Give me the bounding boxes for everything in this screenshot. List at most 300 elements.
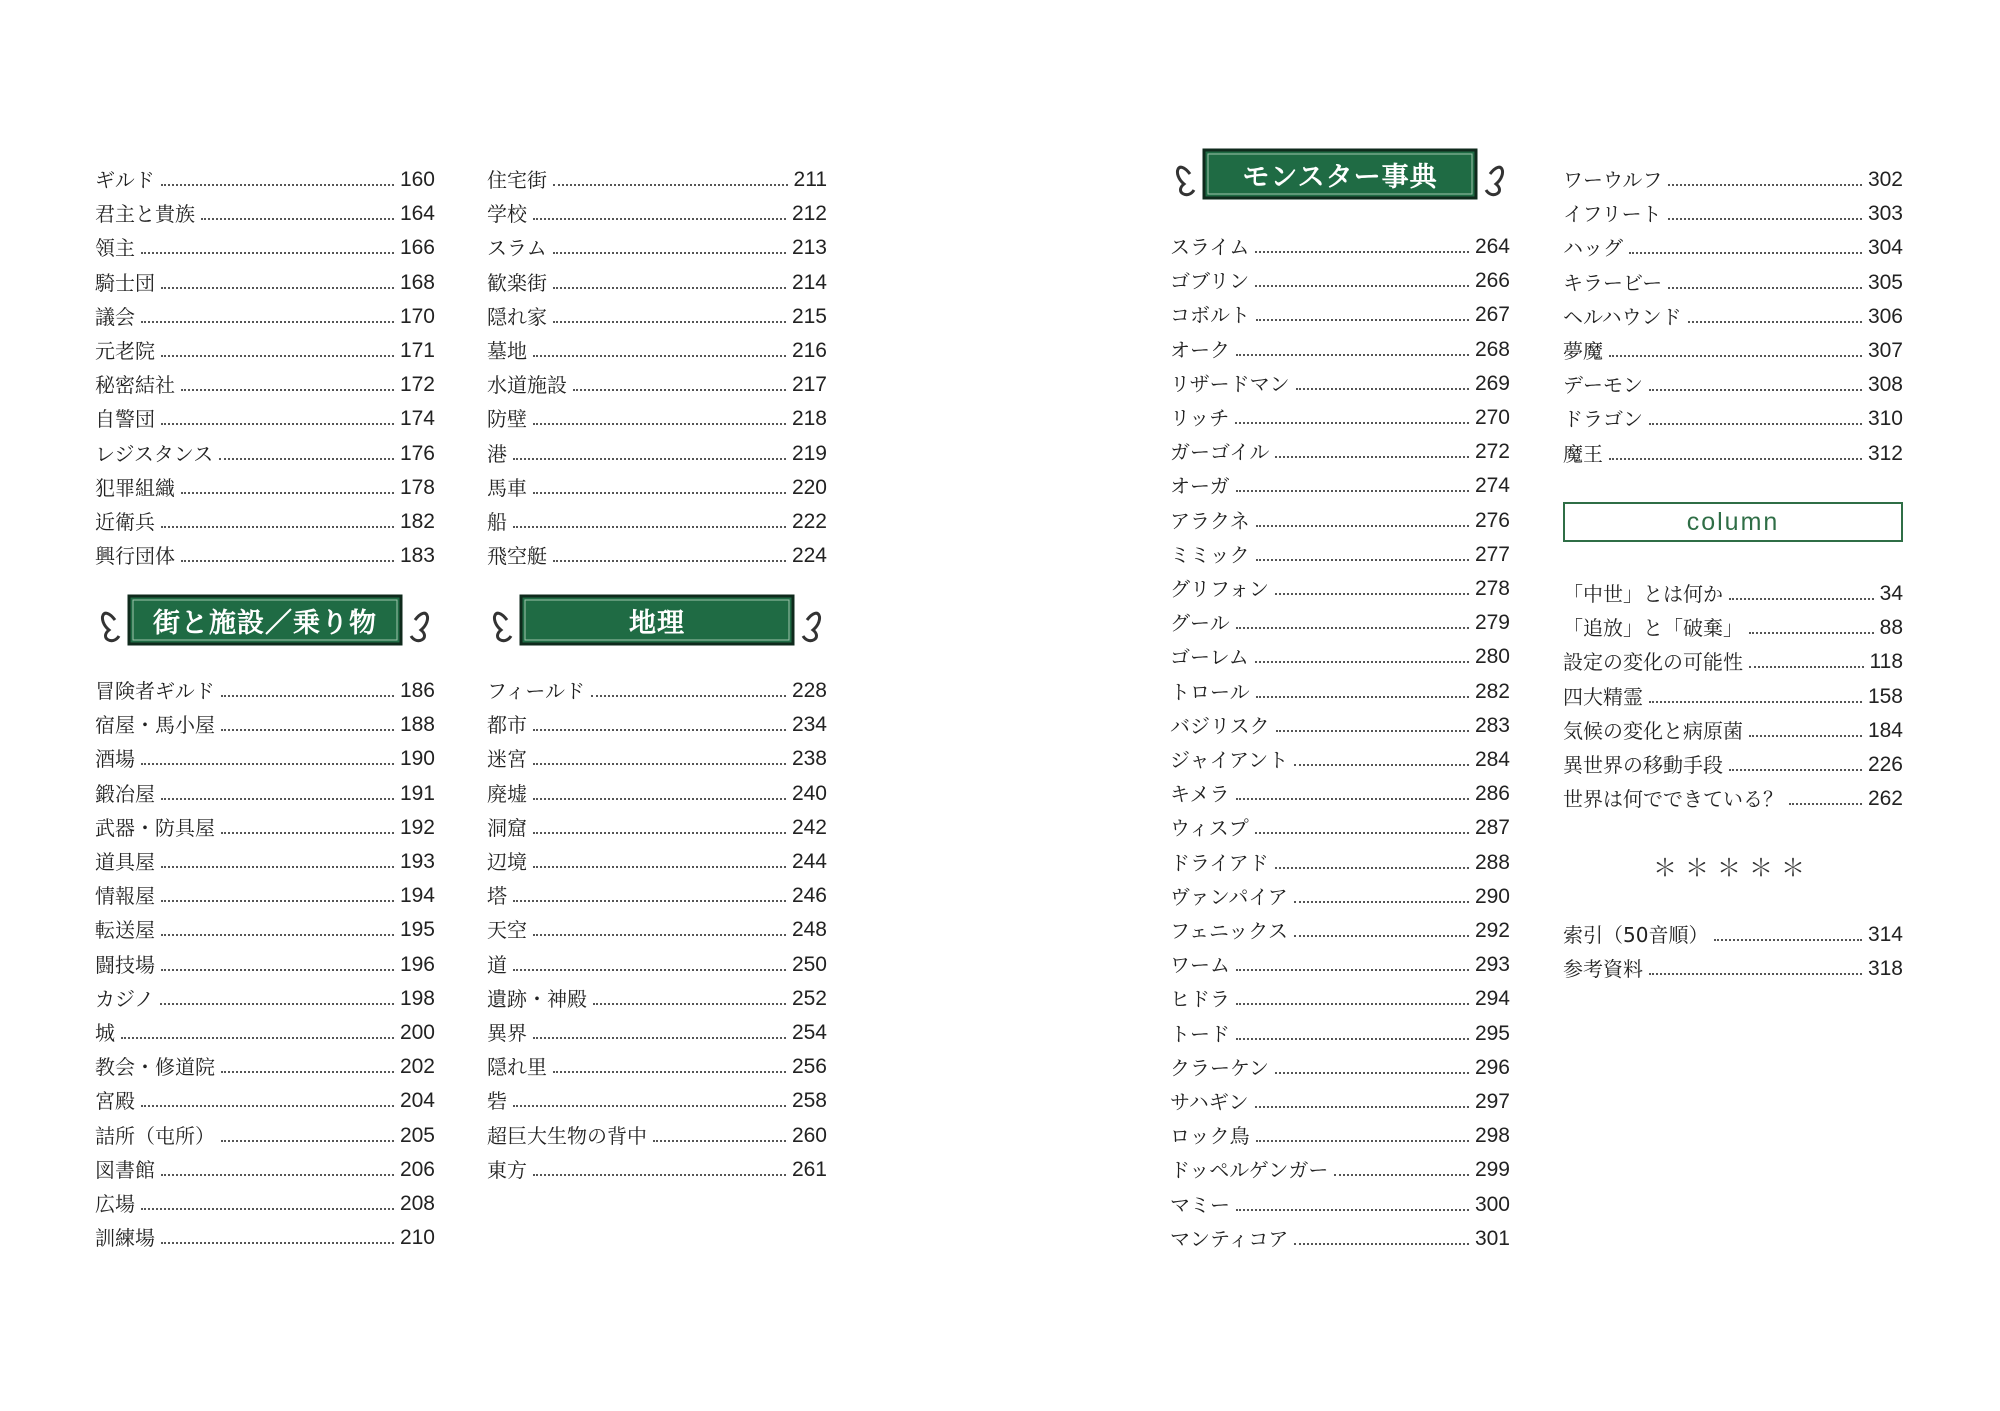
toc-entry[interactable]	[487, 229, 827, 259]
toc-entry[interactable]	[1563, 229, 1903, 259]
page-number: 306	[1867, 304, 1903, 328]
page-number: 279	[1474, 611, 1510, 635]
page-number: 299	[1474, 1158, 1510, 1182]
page-number: 267	[1474, 303, 1510, 327]
toc-entry[interactable]	[95, 264, 435, 294]
entry-title: 自警団	[95, 407, 155, 432]
toc-entry[interactable]	[487, 843, 827, 873]
page-number: 176	[399, 441, 435, 465]
toc-entry[interactable]	[487, 400, 827, 430]
leader-dots	[533, 217, 786, 220]
toc-entry[interactable]	[487, 1117, 827, 1147]
entry-title: 隠れ里	[487, 1055, 547, 1080]
toc-entry[interactable]	[1563, 195, 1903, 225]
leader-dots	[553, 1070, 786, 1073]
page-number: 250	[791, 952, 827, 976]
entry-title: 武器・防具屋	[95, 815, 215, 840]
toc-entry[interactable]	[487, 469, 827, 499]
entry-title: 四大精霊	[1563, 684, 1643, 709]
toc-entry[interactable]	[487, 298, 827, 328]
leader-dots	[533, 491, 786, 494]
page-number: 183	[399, 544, 435, 568]
entry-title: ジャイアント	[1170, 748, 1289, 772]
page-number: 307	[1867, 339, 1903, 362]
leader-dots	[161, 1241, 394, 1244]
page-number: 260	[791, 1123, 827, 1147]
toc-entry[interactable]	[1563, 332, 1903, 362]
toc-entry[interactable]	[1170, 570, 1510, 600]
page-number: 215	[791, 304, 827, 328]
toc-entry[interactable]	[1170, 912, 1510, 942]
toc-entry[interactable]	[487, 435, 827, 465]
toc-entry[interactable]	[1170, 331, 1510, 361]
page-number: 280	[1474, 645, 1510, 669]
toc-entry[interactable]	[95, 809, 435, 839]
page-number: 202	[399, 1055, 435, 1079]
leader-dots	[553, 251, 786, 254]
leader-dots	[1275, 592, 1469, 595]
page-number: 238	[791, 747, 827, 771]
leader-dots	[533, 1036, 786, 1039]
page-number: 118	[1869, 650, 1903, 674]
entry-title: 元老院	[95, 339, 155, 363]
toc-entry[interactable]	[95, 366, 435, 396]
toc-entry[interactable]	[487, 980, 827, 1010]
leader-dots	[1236, 489, 1469, 492]
entry-title: 闘技場	[95, 952, 155, 977]
toc-entry[interactable]	[95, 503, 435, 533]
leader-dots	[1236, 1208, 1469, 1211]
entry-title: イフリート	[1563, 202, 1662, 227]
entry-title: スライム	[1170, 235, 1250, 259]
entry-title: 図書館	[95, 1157, 155, 1182]
entry-title: ワーム	[1170, 953, 1230, 978]
toc-entry[interactable]	[1170, 707, 1510, 737]
entry-title: 冒険者ギルド	[95, 679, 215, 703]
leader-dots	[161, 899, 394, 902]
page-number: 200	[399, 1021, 435, 1044]
page-number: 305	[1867, 270, 1903, 294]
toc-entry[interactable]	[1563, 575, 1903, 605]
toc-entry[interactable]	[1170, 262, 1510, 292]
toc-entry[interactable]	[1170, 1083, 1510, 1113]
page-number: 191	[399, 781, 435, 805]
page-number: 300	[1474, 1192, 1510, 1216]
toc-entry[interactable]	[487, 775, 827, 805]
toc-entry[interactable]	[1563, 746, 1903, 776]
entry-title: 設定の変化の可能性	[1563, 650, 1743, 675]
entry-title: トード	[1170, 1021, 1230, 1046]
toc-entry[interactable]	[95, 229, 435, 259]
leader-dots	[161, 422, 394, 425]
entry-title: コボルト	[1170, 303, 1250, 328]
leader-dots	[221, 1070, 394, 1073]
page-number: 283	[1474, 713, 1510, 737]
page-number: 277	[1474, 542, 1510, 566]
page-number: 211	[793, 168, 827, 191]
entry-title: 船	[487, 510, 507, 534]
leader-dots	[533, 797, 786, 800]
toc-entry[interactable]	[1563, 435, 1903, 465]
leader-dots	[533, 422, 786, 425]
entry-title: 鍛冶屋	[95, 781, 155, 806]
toc-entry[interactable]	[95, 946, 435, 976]
section-title: 地理	[629, 607, 685, 639]
leader-dots	[1255, 250, 1469, 253]
toc-entry[interactable]	[487, 809, 827, 839]
toc-entry[interactable]	[487, 1014, 827, 1044]
toc-entry[interactable]	[1170, 673, 1510, 703]
entry-title: 議会	[95, 304, 135, 329]
leader-dots	[219, 457, 394, 460]
page-number: 226	[1867, 753, 1903, 776]
entry-title: ワーウルフ	[1563, 168, 1663, 192]
toc-entry[interactable]	[95, 332, 435, 362]
entry-title: グリフォン	[1170, 577, 1269, 601]
leader-dots	[513, 899, 786, 902]
page-number: 269	[1474, 371, 1510, 395]
leader-dots	[181, 388, 394, 391]
toc-entry[interactable]	[487, 1048, 827, 1078]
toc-entry[interactable]	[1563, 712, 1903, 742]
toc-entry[interactable]	[1170, 878, 1510, 908]
toc-entry[interactable]	[1563, 264, 1903, 294]
toc-entry[interactable]	[1170, 980, 1510, 1010]
entry-title: 領主	[95, 236, 135, 261]
leader-dots	[1236, 797, 1469, 800]
toc-entry[interactable]	[95, 706, 435, 736]
leader-dots	[141, 251, 394, 254]
toc-entry[interactable]	[1563, 916, 1903, 946]
page-number: 262	[1867, 787, 1903, 811]
toc-entry[interactable]	[95, 775, 435, 805]
section-title: モンスター事典	[1242, 161, 1438, 193]
entry-title: 「追放」と「破棄」	[1563, 616, 1743, 641]
column-section-header	[1563, 502, 1903, 542]
entry-title: ギルド	[95, 168, 155, 192]
page-number: 304	[1867, 236, 1903, 260]
toc-entry[interactable]	[1563, 950, 1903, 980]
page-number: 194	[399, 884, 435, 908]
leader-dots	[160, 1002, 394, 1005]
toc-entry[interactable]	[1170, 365, 1510, 395]
toc-entry[interactable]	[95, 298, 435, 328]
entry-title: 宮殿	[95, 1089, 135, 1114]
entry-title: ヴァンパイア	[1170, 884, 1288, 909]
toc-entry[interactable]	[95, 537, 435, 567]
toc-entry[interactable]	[487, 161, 827, 191]
entry-title: 君主と貴族	[95, 202, 195, 227]
toc-entry[interactable]	[1170, 844, 1510, 874]
page-number: 160	[399, 168, 435, 191]
toc-entry[interactable]	[1563, 609, 1903, 639]
toc-entry[interactable]	[1170, 399, 1510, 429]
entry-title: 城	[95, 1021, 115, 1045]
toc-entry[interactable]	[95, 435, 435, 465]
page-number: 248	[791, 918, 827, 942]
column-title: column	[1686, 507, 1780, 536]
leader-dots	[653, 1139, 786, 1142]
toc-entry[interactable]	[95, 980, 435, 1010]
page-number: 195	[399, 918, 435, 942]
entry-title: 東方	[487, 1157, 527, 1182]
toc-entry[interactable]	[95, 1219, 435, 1249]
leader-dots	[1256, 695, 1469, 698]
toc-entry[interactable]	[1170, 1186, 1510, 1216]
toc-entry[interactable]	[1563, 400, 1903, 430]
leader-dots	[141, 1104, 394, 1107]
toc-entry[interactable]	[95, 1014, 435, 1044]
toc-entry[interactable]	[95, 161, 435, 191]
page-number: 164	[399, 202, 435, 226]
entry-title: 夢魔	[1563, 339, 1603, 363]
entry-title: マミー	[1170, 1192, 1230, 1217]
entry-title: ゴブリン	[1170, 269, 1250, 294]
toc-entry[interactable]	[1563, 366, 1903, 396]
toc-entry[interactable]	[1170, 467, 1510, 497]
leader-dots	[1236, 1002, 1469, 1005]
toc-entry[interactable]	[1563, 678, 1903, 708]
entry-title: 歓楽街	[487, 270, 547, 295]
entry-title: 気候の変化と病原菌	[1563, 718, 1743, 743]
leader-dots	[1714, 938, 1862, 941]
page-number: 293	[1474, 953, 1510, 977]
entry-title: ゴーレム	[1170, 645, 1249, 670]
leader-dots	[1296, 387, 1469, 390]
toc-entry[interactable]	[487, 332, 827, 362]
toc-entry[interactable]	[1170, 809, 1510, 839]
entry-title: オーク	[1170, 337, 1230, 362]
entry-title: 住宅街	[487, 168, 547, 192]
leader-dots	[1256, 558, 1469, 561]
leader-dots	[161, 1173, 394, 1176]
toc-entry[interactable]	[487, 503, 827, 533]
page-number: 256	[791, 1055, 827, 1079]
toc-entry[interactable]	[1563, 298, 1903, 328]
page-number: 218	[791, 407, 827, 431]
leader-dots	[553, 320, 786, 323]
toc-entry[interactable]	[1170, 296, 1510, 326]
entry-title: 廃墟	[487, 781, 527, 806]
entry-title: トロール	[1170, 679, 1250, 704]
toc-entry[interactable]	[1170, 1117, 1510, 1147]
page-number: 266	[1474, 269, 1510, 293]
leader-dots	[1749, 665, 1864, 668]
entry-title: ドッペルゲンガー	[1170, 1158, 1329, 1183]
leader-dots	[593, 1002, 786, 1005]
page-number: 188	[399, 713, 435, 737]
page-number: 192	[399, 815, 435, 839]
toc-entry[interactable]	[1170, 604, 1510, 634]
page-number: 198	[399, 986, 435, 1010]
toc-entry[interactable]	[1170, 433, 1510, 463]
toc-entry[interactable]	[95, 195, 435, 225]
toc-entry[interactable]	[1170, 1220, 1510, 1250]
page-number: 212	[791, 202, 827, 226]
toc-entry[interactable]	[487, 740, 827, 770]
entry-title: 索引（50音順）	[1563, 923, 1709, 947]
page-number: 312	[1867, 441, 1903, 465]
entry-title: 近衛兵	[95, 510, 155, 534]
toc-entry[interactable]	[487, 946, 827, 976]
toc-entry[interactable]	[95, 877, 435, 907]
leader-dots	[141, 762, 394, 765]
entry-title: 詰所（屯所）	[95, 1123, 215, 1148]
page-number: 210	[399, 1226, 435, 1250]
toc-entry[interactable]	[487, 672, 827, 702]
toc-entry[interactable]	[1170, 536, 1510, 566]
entry-title: ドライアド	[1170, 850, 1269, 875]
toc-entry[interactable]	[1170, 741, 1510, 771]
page-number: 264	[1474, 235, 1510, 258]
toc-entry[interactable]	[95, 911, 435, 941]
page-number: 246	[791, 884, 827, 908]
toc-entry[interactable]	[1170, 638, 1510, 668]
toc-entry[interactable]	[1170, 775, 1510, 805]
entry-title: ガーゴイル	[1170, 440, 1270, 465]
leader-dots	[181, 559, 394, 562]
page-number: 290	[1474, 884, 1510, 908]
entry-title: キメラ	[1170, 782, 1230, 807]
toc-entry[interactable]	[95, 740, 435, 770]
leader-dots	[1255, 284, 1469, 287]
toc-entry[interactable]	[95, 1185, 435, 1215]
toc-entry[interactable]	[1563, 780, 1903, 810]
leader-dots	[1294, 900, 1469, 903]
leader-dots	[533, 865, 786, 868]
toc-entry[interactable]	[487, 1082, 827, 1112]
toc-entry[interactable]	[95, 469, 435, 499]
entry-title: リッチ	[1170, 406, 1230, 430]
page-number: 174	[399, 407, 435, 431]
toc-entry[interactable]	[1563, 643, 1903, 673]
entry-title: サハギン	[1170, 1090, 1249, 1114]
entry-title: 飛空艇	[487, 544, 547, 569]
page-number: 186	[399, 679, 435, 702]
page-number: 258	[791, 1089, 827, 1113]
leader-dots	[1294, 1242, 1469, 1245]
entry-title: 道具屋	[95, 850, 155, 874]
entry-title: 情報屋	[95, 884, 155, 909]
leader-dots	[161, 183, 394, 186]
toc-entry[interactable]	[487, 911, 827, 941]
page-number: 292	[1474, 919, 1510, 942]
leader-dots	[1334, 1173, 1469, 1176]
leader-dots	[1649, 422, 1862, 425]
toc-entry[interactable]	[1170, 1151, 1510, 1181]
entry-title: 酒場	[95, 747, 135, 772]
entry-title: ヒドラ	[1170, 987, 1230, 1012]
page-number: 206	[399, 1157, 435, 1181]
entry-title: ドラゴン	[1563, 407, 1643, 432]
page-number: 242	[791, 815, 827, 839]
entry-title: 辺境	[487, 850, 527, 874]
toc-entry[interactable]	[95, 843, 435, 873]
leader-dots	[1255, 1105, 1469, 1108]
page-number: 261	[791, 1157, 827, 1181]
toc-entry[interactable]	[95, 400, 435, 430]
entry-title: 訓練場	[95, 1226, 155, 1251]
entry-title: ヘルハウンド	[1563, 304, 1682, 329]
page-number: 288	[1474, 850, 1510, 874]
entry-title: オーガ	[1170, 474, 1230, 499]
page-number: 244	[791, 850, 827, 873]
toc-entry[interactable]	[487, 1151, 827, 1181]
entry-title: 異界	[487, 1021, 527, 1045]
page-number: 213	[791, 236, 827, 260]
leader-dots	[533, 762, 786, 765]
page-number: 240	[791, 781, 827, 805]
page-number: 254	[791, 1021, 827, 1044]
section-header-geography	[487, 590, 827, 650]
toc-entry[interactable]	[1170, 1049, 1510, 1079]
leader-dots	[1255, 660, 1469, 663]
toc-entry[interactable]	[95, 672, 435, 702]
toc-entry[interactable]	[1170, 946, 1510, 976]
toc-entry[interactable]	[487, 366, 827, 396]
leader-dots	[1255, 831, 1469, 834]
toc-entry[interactable]	[1170, 502, 1510, 532]
entry-title: 隠れ家	[487, 304, 547, 329]
leader-dots	[181, 491, 394, 494]
page-number: 272	[1474, 440, 1510, 464]
toc-entry[interactable]	[95, 1082, 435, 1112]
leader-dots	[1256, 1139, 1469, 1142]
page-number: 303	[1867, 202, 1903, 226]
leader-dots	[591, 694, 786, 697]
leader-dots	[161, 933, 394, 936]
page-number: 296	[1474, 1055, 1510, 1079]
leader-dots	[1256, 524, 1469, 527]
page-number: 270	[1474, 406, 1510, 429]
leader-dots	[1236, 968, 1469, 971]
page-number: 278	[1474, 577, 1510, 600]
leader-dots	[513, 968, 786, 971]
page-number: 224	[791, 544, 827, 568]
leader-dots	[1649, 972, 1862, 975]
page-number: 34	[1879, 582, 1903, 605]
page-number: 234	[791, 713, 827, 737]
toc-entry[interactable]	[487, 264, 827, 294]
page-number: 88	[1879, 616, 1903, 640]
page-number: 170	[399, 304, 435, 328]
toc-entry[interactable]	[487, 195, 827, 225]
toc-entry[interactable]	[487, 537, 827, 567]
toc-entry[interactable]	[1170, 1015, 1510, 1045]
leader-dots	[161, 286, 394, 289]
toc-entry[interactable]	[95, 1151, 435, 1181]
leader-dots	[1668, 183, 1862, 186]
toc-entry[interactable]	[1170, 228, 1510, 258]
page-number: 182	[399, 510, 435, 533]
entry-title: 墓地	[487, 339, 527, 363]
entry-title: 異世界の移動手段	[1563, 753, 1723, 777]
leader-dots	[1729, 768, 1862, 771]
toc-entry[interactable]	[1563, 161, 1903, 191]
entry-title: 転送屋	[95, 918, 155, 943]
page-number: 318	[1867, 957, 1903, 981]
leader-dots	[533, 354, 786, 357]
entry-title: 学校	[487, 202, 527, 227]
entry-title: 天空	[487, 918, 527, 943]
leader-dots	[1649, 388, 1862, 391]
entry-title: 迷宮	[487, 747, 527, 772]
toc-entry[interactable]	[95, 1048, 435, 1078]
toc-entry[interactable]	[95, 1117, 435, 1147]
toc-entry[interactable]	[487, 706, 827, 736]
leader-dots	[533, 933, 786, 936]
toc-entry[interactable]	[487, 877, 827, 907]
